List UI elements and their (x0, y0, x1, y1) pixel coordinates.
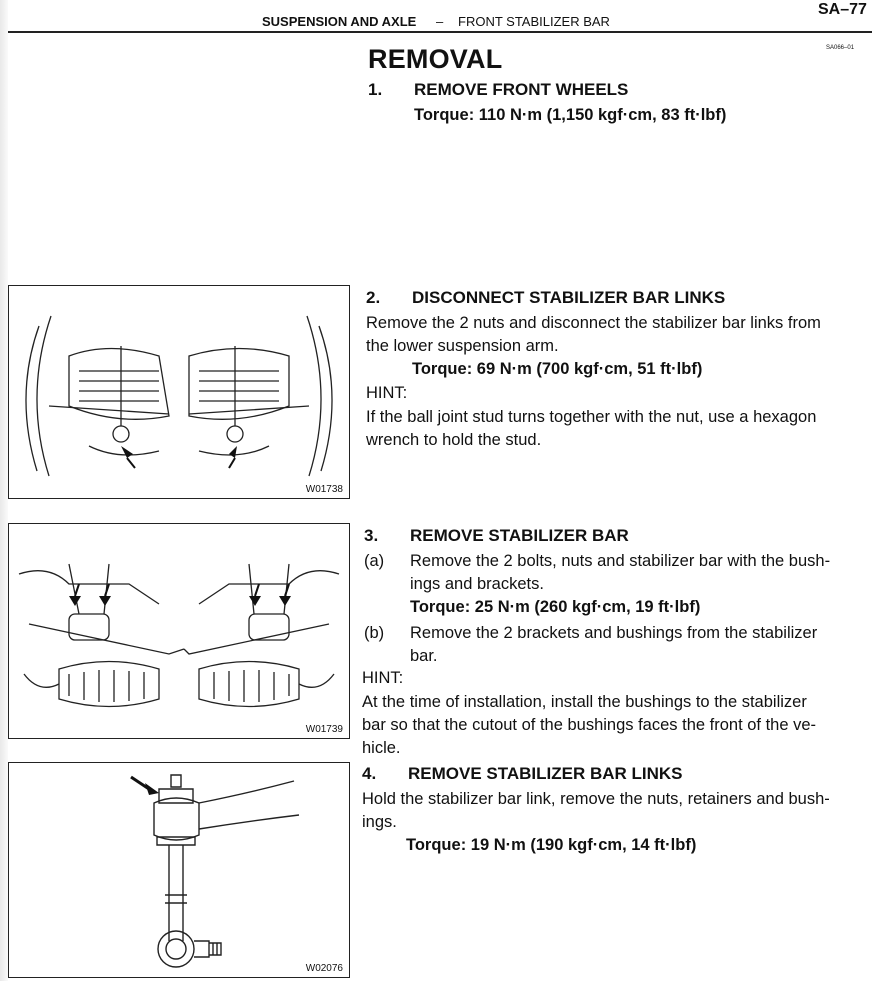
step-title: REMOVE FRONT WHEELS (414, 80, 629, 99)
text-line: If the ball joint stud turns together with the nut, use a hexagon (366, 408, 817, 426)
torque-spec: Torque: 19 N·m (190 kgf·cm, 14 ft·lbf) (406, 836, 697, 854)
text-line: Remove the 2 brackets and bushings from the stabilizer (410, 624, 818, 642)
figure-stabilizer-bar (8, 523, 350, 739)
page-title: REMOVAL (368, 44, 503, 74)
text-line: Remove the 2 nuts and disconnect the stabilizer bar links from (366, 314, 821, 332)
step-number: 3. (364, 526, 379, 545)
page-header (0, 0, 880, 36)
hint-text (366, 406, 816, 452)
header-rule (8, 31, 872, 33)
text-line: bar so that the cutout of the bushings faces the front of the ve- (362, 716, 817, 734)
figure-stabilizer-bar-link (8, 762, 350, 978)
text-line: bar. (410, 647, 438, 665)
text-line: ings. (362, 813, 397, 831)
text-line: ings and brackets. (410, 575, 544, 593)
step-number: 1. (368, 80, 383, 99)
text-line: Hold the stabilizer bar link, remove the nuts, retainers and bush- (362, 790, 830, 808)
header-dash: – (436, 14, 444, 29)
figure-label: W01738 (305, 484, 343, 495)
text-line: Remove the 2 bolts, nuts and stabilizer bar with the bush- (410, 552, 831, 570)
step-text (366, 312, 821, 358)
figure-stabilizer-links (8, 285, 350, 499)
step-title: REMOVE STABILIZER BAR LINKS (408, 764, 683, 783)
stabilizer-bar-diagram (9, 524, 349, 738)
doc-id: SA066–01 (826, 45, 855, 51)
substep-b-label: (b) (364, 624, 385, 642)
text-line: At the time of installation, install the bushings to the stabilizer (362, 693, 807, 711)
hint-text (362, 691, 816, 760)
stabilizer-link-diagram (9, 286, 349, 498)
figure-label: W02076 (305, 963, 343, 974)
torque-spec: Torque: 110 N·m (1,150 kgf·cm, 83 ft·lbf) (414, 106, 727, 124)
hint-label: HINT: (366, 384, 408, 402)
step-text (362, 788, 830, 834)
torque-spec: Torque: 25 N·m (260 kgf·cm, 19 ft·lbf) (410, 598, 701, 616)
substep-b-text (410, 622, 817, 668)
text-line: the lower suspension arm. (366, 337, 559, 355)
step-number: 2. (366, 288, 381, 307)
text-line: hicle. (362, 739, 401, 757)
torque-spec: Torque: 69 N·m (700 kgf·cm, 51 ft·lbf) (412, 360, 703, 378)
page-number: SA–77 (818, 1, 867, 18)
page-edge-shadow (0, 0, 8, 981)
text-line: wrench to hold the stud. (366, 431, 542, 449)
step-title: DISCONNECT STABILIZER BAR LINKS (412, 288, 726, 307)
substep-a-label: (a) (364, 552, 385, 570)
header-section: SUSPENSION AND AXLE (262, 14, 417, 29)
step-number: 4. (362, 764, 377, 783)
figure-label: W01739 (305, 724, 343, 735)
stabilizer-link-part-diagram (9, 763, 349, 977)
step-title: REMOVE STABILIZER BAR (410, 526, 629, 545)
substep-a-text (410, 550, 830, 596)
header-subsection: FRONT STABILIZER BAR (458, 14, 610, 29)
hint-label: HINT: (362, 669, 404, 687)
